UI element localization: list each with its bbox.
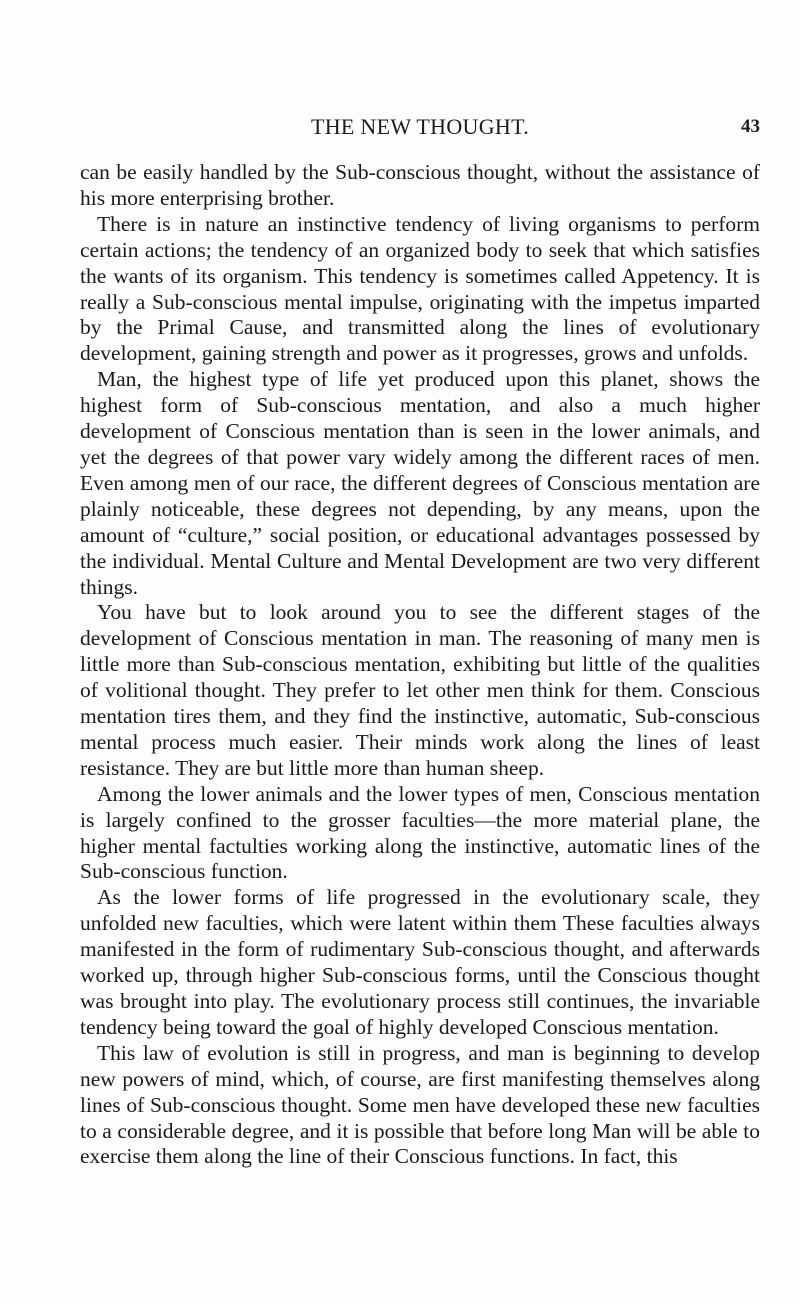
page-number: 43 (741, 116, 760, 137)
paragraph-5: Among the lower animals and the lower types of men, Conscious mentation is largely confined to the grosser faculties—the more material plane, the higher mental factulties working along the instinctive, automatic lines of the Sub-conscious function. (80, 781, 760, 884)
paragraph-1: can be easily handled by the Sub-conscious thought, without the assistance of his more enterprising brother. (80, 160, 760, 210)
paragraph-3: Man, the highest type of life yet produced upon this planet, shows the highest form of Sub-conscious mentation, and also a much higher development of Conscious mentation than is seen in the lower animals, and yet the degrees of that power vary widely among the different races of men. Even among men of our race, the different degrees of Conscious mentation are plainly noticeable, these degrees not depending, by any means, upon the amount of “culture,” social position, or educational advantages possessed by the individual. Mental Culture and Mental Development are two very different things. (80, 367, 760, 599)
paragraph-4: You have but to look around you to see the different stages of the development of Conscious mentation in man. The reasoning of many men is little more than Sub-conscious mentation, exhibiting but little of the qualities of volitional thought. They prefer to let other men think for them. Conscious mentation tires them, and they find the instinctive, automatic, Sub-conscious mental process much easier. Their minds work along the lines of least resistance. They are but little more than human sheep. (80, 600, 760, 780)
paragraph-6: As the lower forms of life progressed in the evolutionary scale, they unfolded new faculties, which were latent within them These faculties always manifested in the form of rudimentary Sub-conscious thought, and afterwards worked up, through higher Sub-conscious forms, until the Conscious thought was brought into play. The evolutionary process still continues, the invariable tendency being toward the goal of highly developed Conscious mentation. (80, 885, 760, 1039)
page-header (80, 114, 760, 144)
paragraph-2: There is in nature an instinctive tendency of living organisms to perform certain actions; the tendency of an organized body to seek that which satisfies the wants of its organism. This tendency is sometimes called Appetency. It is really a Sub-conscious mental impulse, originating with the impetus imparted by the Primal Cause, and transmitted along the lines of evolutionary development, gaining strength and power as it progresses, grows and unfolds. (80, 211, 760, 366)
paragraph-7: This law of evolution is still in progress, and man is beginning to develop new powers of mind, which, of course, are first manifesting themselves along lines of Sub-conscious thought. Some men have developed these new faculties to a considerable degree, and it is possible that before long Man will be able to exercise them along the line of their Conscious functions. In fact, this (80, 1040, 760, 1169)
running-title: THE NEW THOUGHT. (310, 114, 530, 139)
body-text (80, 160, 760, 1170)
